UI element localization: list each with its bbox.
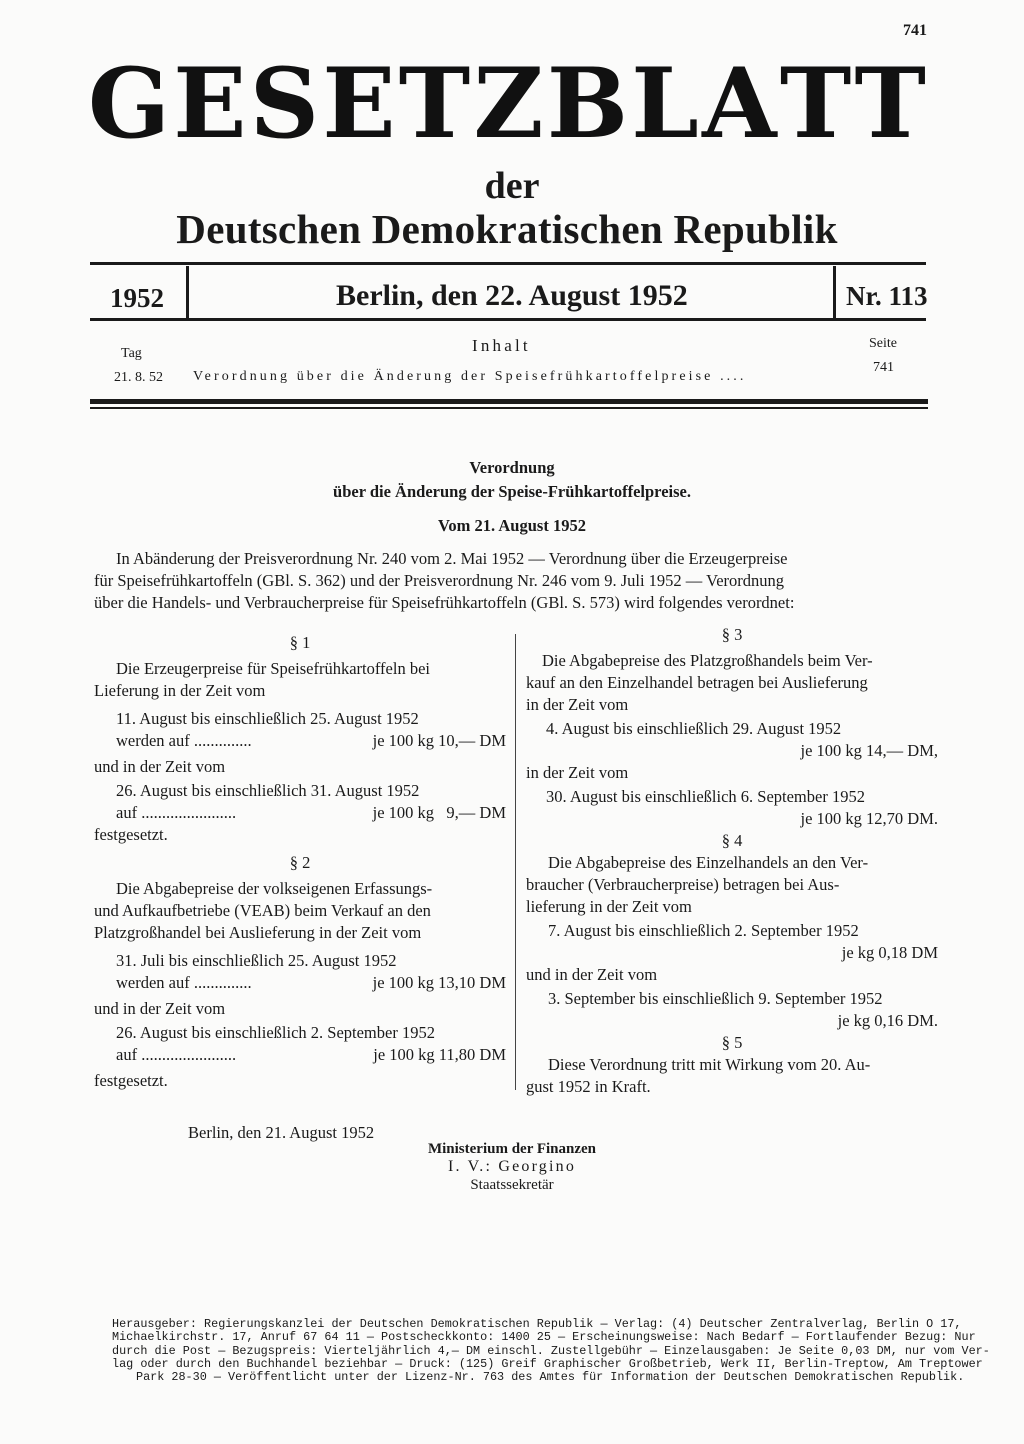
section-end: festgesetzt. xyxy=(94,1071,168,1090)
period: 4. August bis einschließlich 29. August 1952 xyxy=(546,719,842,738)
price-value: je 100 kg 11,80 DM xyxy=(373,1045,506,1064)
period: 26. August bis einschließlich 31. August 1952 xyxy=(116,781,420,800)
masthead-subtitle: Deutschen Demokratischen Republik xyxy=(176,206,838,252)
section-4-heading: § 4 xyxy=(721,831,743,850)
section-3-text: in der Zeit vom xyxy=(526,695,629,714)
period: 26. August bis einschließlich 2. September 1952 xyxy=(116,1023,435,1042)
section-end: festgesetzt. xyxy=(94,825,168,844)
issue-divider xyxy=(186,266,189,318)
section-1-text: Lieferung in der Zeit vom xyxy=(94,681,266,700)
connector: und in der Zeit vom xyxy=(94,999,226,1018)
section-3-text: Die Abgabepreise des Platzgroßhandels beim Ver- xyxy=(542,651,873,670)
masthead-der: der xyxy=(484,165,540,207)
imprint-line: durch die Post — Bezugspreis: Vierteljährlich 4,— DM einschl. Zustellgebühr — Einzelausgaben: Je Seite 0,03 DM, nur vom Ver- xyxy=(112,1343,990,1358)
contents-entry-page: 741 xyxy=(873,360,894,375)
price-value: je 100 kg 12,70 DM. xyxy=(800,809,938,828)
section-4-text: braucher (Verbraucherpreise) betragen bei Aus- xyxy=(526,875,840,894)
price-line xyxy=(94,802,506,824)
imprint-line: lag oder durch den Buchhandel beziehbar — Druck: (125) Greif Graphischer Großbetrieb, Werk II, Berlin-Treptow, Am Treptower xyxy=(112,1356,983,1371)
connector: in der Zeit vom xyxy=(526,763,629,782)
period: 7. August bis einschließlich 2. September 1952 xyxy=(548,921,859,940)
title-letter: T xyxy=(854,47,926,160)
title-letter: A xyxy=(702,47,777,160)
contents-entry-title: Verordnung über die Änderung der Speisefrühkartoffelpreise .... xyxy=(193,369,747,384)
contents-entry-date: 21. 8. 52 xyxy=(114,370,163,385)
section-5-text: Diese Verordnung tritt mit Wirkung vom 20. Au- xyxy=(548,1055,871,1074)
ordinance-date: Vom 21. August 1952 xyxy=(438,516,586,535)
preamble-line: über die Handels- und Verbraucherpreise für Speisefrühkartoffeln (GBl. S. 573) wird folgendes verordnet: xyxy=(94,593,795,612)
connector: und in der Zeit vom xyxy=(94,757,226,776)
section-5-text: gust 1952 in Kraft. xyxy=(526,1077,651,1096)
column-divider xyxy=(515,634,516,1090)
title-letter: E xyxy=(173,47,247,160)
price-label: werden auf .............. xyxy=(116,973,252,992)
signatory: I. V.: Georgino xyxy=(447,1158,577,1175)
section-2-text: Platzgroßhandel bei Auslieferung in der Zeit vom xyxy=(94,923,422,942)
title-letter: Z xyxy=(473,47,544,160)
section-2-text: und Aufkaufbetriebe (VEAB) beim Verkauf an den xyxy=(94,901,431,920)
left-column xyxy=(94,632,506,1092)
contents-rule xyxy=(90,407,928,409)
issue-top-rule xyxy=(90,262,926,265)
price-value: je 100 kg 14,— DM, xyxy=(800,741,938,760)
price-label: auf ....................... xyxy=(116,1045,237,1064)
issue-date: Berlin, den 22. August 1952 xyxy=(336,279,688,312)
issue-bottom-rule xyxy=(90,318,926,321)
ministry: Ministerium der Finanzen xyxy=(427,1141,597,1157)
title-letter: B xyxy=(546,47,628,160)
preamble-line: für Speisefrühkartoffeln (GBl. S. 362) und der Preisverordnung Nr. 246 vom 9. Juli 1952 — Verordnung xyxy=(94,571,785,590)
price-value: je 100 kg 13,10 DM xyxy=(372,973,506,992)
period: 3. September bis einschließlich 9. September 1952 xyxy=(548,989,883,1008)
contents-seite-label: Seite xyxy=(869,336,897,351)
issue-year: 1952 xyxy=(110,283,164,313)
preamble-line: In Abänderung der Preisverordnung Nr. 240 vom 2. Mai 1952 — Verordnung über die Erzeugerpreise xyxy=(116,549,788,568)
price-line xyxy=(94,972,506,994)
price-value: je 100 kg 10,— DM xyxy=(372,731,506,750)
section-2-heading: § 2 xyxy=(289,853,311,872)
right-column xyxy=(526,624,938,1098)
price-value: je kg 0,16 DM. xyxy=(837,1011,938,1030)
connector: und in der Zeit vom xyxy=(526,965,658,984)
page-number: 741 xyxy=(903,22,927,39)
period: 11. August bis einschließlich 25. August 1952 xyxy=(116,709,419,728)
period: 31. Juli bis einschließlich 25. August 1952 xyxy=(116,951,397,970)
price-value: je 100 kg 9,— DM xyxy=(372,803,506,822)
ordinance-title: Verordnung xyxy=(469,458,555,477)
price-value: je kg 0,18 DM xyxy=(841,943,938,962)
section-3-text: kauf an den Einzelhandel betragen bei Auslieferung xyxy=(526,673,868,692)
section-5-heading: § 5 xyxy=(721,1033,743,1052)
masthead-title xyxy=(88,48,926,160)
imprint-line: Michaelkirchstr. 17, Anruf 67 64 11 — Postscheckkonto: 1400 25 — Erscheinungsweise: Nach Bedarf — Fortlaufender Bezug: Nur xyxy=(112,1330,976,1345)
title-letter: T xyxy=(779,47,852,160)
title-letter: S xyxy=(249,47,320,160)
period: 30. August bis einschließlich 6. September 1952 xyxy=(546,787,865,806)
price-label: werden auf .............. xyxy=(116,731,252,750)
title-letter: E xyxy=(322,47,396,160)
contents-tag-label: Tag xyxy=(121,346,142,361)
imprint-line: Park 28-30 — Veröffentlicht unter der Lizenz-Nr. 763 des Amtes für Information der Deutschen Demokratischen Republik. xyxy=(136,1370,965,1385)
section-4-text: lieferung in der Zeit vom xyxy=(526,897,692,916)
issue-divider xyxy=(833,266,836,318)
section-4-text: Die Abgabepreise des Einzelhandels an den Ver- xyxy=(548,853,869,872)
issue-number: Nr. 113 xyxy=(846,281,928,311)
place-date: Berlin, den 21. August 1952 xyxy=(188,1123,375,1142)
title-letter: T xyxy=(398,47,471,160)
contents-heading: Inhalt xyxy=(472,336,531,355)
preamble xyxy=(94,548,934,614)
section-2-text: Die Abgabepreise der volkseigenen Erfassungs- xyxy=(116,879,433,898)
price-label: auf ....................... xyxy=(116,803,237,822)
ordinance-subtitle: über die Änderung der Speise-Frühkartoffelpreise. xyxy=(333,482,691,501)
price-line xyxy=(94,1044,506,1066)
contents-rule xyxy=(90,399,928,404)
imprint-line: Herausgeber: Regierungskanzlei der Deutschen Demokratischen Republik — Verlag: (4) Deutscher Zentralverlag, Berlin O 17, xyxy=(112,1317,962,1331)
signatory-title: Staatssekretär xyxy=(470,1177,554,1193)
section-3-heading: § 3 xyxy=(721,625,743,644)
section-1-text: Die Erzeugerpreise für Speisefrühkartoffeln bei xyxy=(116,659,430,678)
section-1-heading: § 1 xyxy=(289,633,311,652)
title-letter: L xyxy=(631,47,699,160)
imprint xyxy=(112,1317,990,1385)
price-line xyxy=(94,730,506,752)
title-letter: G xyxy=(88,47,170,160)
